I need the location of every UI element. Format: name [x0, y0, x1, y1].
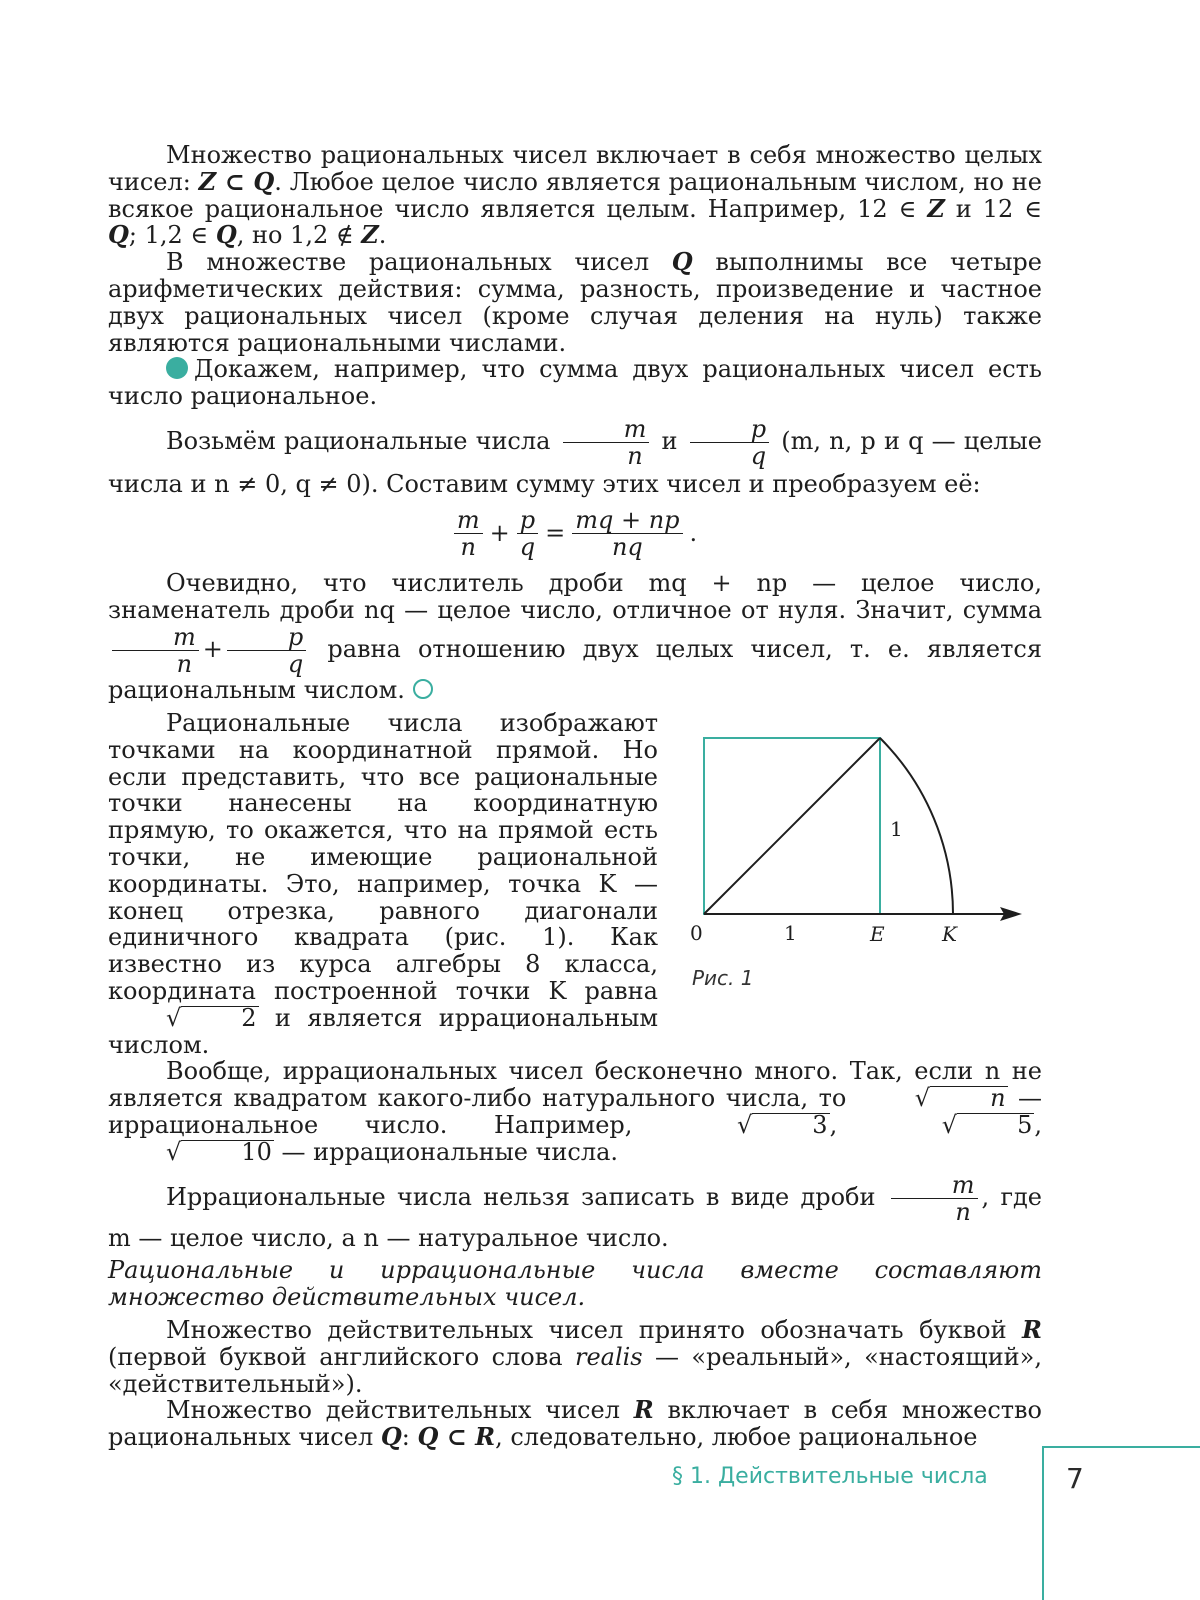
fraction-p-q — [517, 507, 538, 560]
fraction-p-q — [690, 416, 769, 469]
set-symbol: Z — [927, 193, 945, 223]
text: , — [829, 1110, 884, 1139]
text: ; 1,2 ∈ — [128, 221, 216, 250]
proof-start-icon — [166, 357, 188, 379]
denominator: q — [519, 532, 536, 561]
paragraph-8 — [108, 1172, 1042, 1252]
denominator: n — [176, 649, 193, 678]
denominator: q — [750, 441, 767, 470]
radicand: 2 — [181, 1006, 258, 1029]
text: — иррациональное число. Например, — [108, 1084, 1042, 1139]
text: включает в себя множество рациональных чисел — [108, 1396, 1042, 1452]
numerator: mq + np — [572, 507, 682, 534]
fraction-m-n — [454, 507, 483, 560]
sum-formula — [108, 507, 1042, 560]
plus-sign: + — [489, 519, 510, 548]
origin-label: 0 — [690, 921, 703, 945]
paragraph-1 — [108, 142, 1042, 249]
sqrt-n: √ n — [914, 1084, 1006, 1113]
text: — иррациональные числа. — [273, 1137, 619, 1166]
fraction-m-n — [112, 624, 199, 677]
numerator: p — [690, 416, 769, 443]
denominator: nq — [611, 532, 643, 561]
set-symbol: R — [1022, 1314, 1042, 1344]
text: , где m — целое число, а n — натуральное число. — [108, 1182, 1042, 1252]
radicand: 10 — [181, 1140, 274, 1163]
paragraph-6 — [108, 710, 658, 1058]
text: , но 1,2 ∉ — [236, 221, 362, 250]
sqrt-10: √ 10 — [166, 1137, 272, 1166]
point-k-label: K — [942, 922, 957, 946]
set-symbol: Q — [108, 220, 129, 250]
set-symbol: Q — [671, 247, 693, 277]
radicand: 3 — [752, 1113, 829, 1136]
text: (первой буквой английского слова — [108, 1342, 575, 1371]
text: Множество действительных чисел принято обозначать буквой — [166, 1315, 1023, 1344]
denominator: q — [287, 649, 304, 678]
text: Возьмём рациональные числа — [166, 426, 551, 455]
text: и — [661, 426, 678, 455]
text: Докажем, например, что сумма двух рациональных чисел есть число рациональное. — [108, 355, 1042, 411]
sqrt-3: √ 3 — [736, 1110, 828, 1139]
denominator: n — [955, 1197, 971, 1226]
text: (m, n, p и q — целые числа и n ≠ 0, q ≠ 0). Составим сумму этих чисел и преобразуем её: — [108, 426, 1042, 498]
page-number: 7 — [1066, 1462, 1084, 1495]
text: Множество действительных чисел — [166, 1396, 634, 1425]
text: , — [1034, 1110, 1042, 1139]
unit-square-diagram — [684, 732, 1044, 962]
plus-sign: + — [202, 634, 223, 663]
text: равна отношению двух целых чисел, т. е. является рациональным числом. — [108, 634, 1042, 704]
denominator: n — [460, 532, 476, 561]
set-symbol: R — [633, 1395, 654, 1425]
set-symbol: Q — [380, 1422, 402, 1452]
text: Вообще, иррациональных чисел бесконечно много. Так, если n не является квадратом какого-либо натурального числа, то — [108, 1057, 1042, 1113]
footer-rule — [1042, 1446, 1200, 1448]
set-notation: Z ⊂ Q — [198, 166, 275, 196]
figure-caption: Рис. 1 — [692, 966, 754, 990]
text: . — [378, 221, 387, 250]
proof-end-icon — [413, 679, 433, 699]
text: Очевидно, что числитель дроби mq + np — целое число, знаменатель дроби nq — целое число, отличное от нуля. Значит, сумма — [108, 568, 1042, 624]
paragraph-11 — [108, 1397, 1042, 1451]
denominator: n — [627, 441, 643, 470]
radicand: n — [930, 1086, 1007, 1109]
sqrt-5: √ 5 — [941, 1110, 1033, 1139]
text: Рациональные числа изображают точками на координатной прямой. Но если представить, что все рациональные точки нанесены на координатную прямую, то окажется, что на прямой есть точки, не имеющие рациональной координаты. Это, например, точка K — конец отрезка, равного диагонали единичного квадрата (рис. 1). Как известно из курса алгебры 8 класса, координата построенной точки K равна — [108, 708, 658, 1005]
fraction-p-q — [227, 624, 306, 677]
text: В множестве рациональных чисел — [166, 248, 672, 277]
sqrt-2: √ 2 — [166, 1003, 257, 1032]
paragraph-5 — [108, 570, 1042, 704]
set-notation: Q ⊂ R — [417, 1422, 496, 1452]
equals-sign: = — [545, 519, 566, 548]
text: — «реальный», «настоящий», «действительный»). — [108, 1342, 1042, 1398]
paragraph-2 — [108, 249, 1042, 356]
paragraph-10 — [108, 1314, 1042, 1398]
set-symbol: Q — [215, 220, 237, 250]
latin-word: realis — [574, 1342, 643, 1371]
set-symbol: Z — [361, 220, 379, 250]
numerator: m — [454, 507, 483, 534]
definition-paragraph — [108, 1257, 1042, 1311]
numerator: m — [112, 624, 199, 651]
text: Рациональные и иррациональные числа вместе составляют множество действительных чисел. — [108, 1256, 1042, 1312]
numerator: m — [891, 1172, 978, 1199]
text: и 12 ∈ — [944, 194, 1042, 223]
fraction-m-n — [891, 1172, 978, 1225]
figure-1 — [684, 732, 1044, 1012]
period: . — [689, 519, 698, 548]
radicand: 5 — [957, 1113, 1034, 1136]
fraction-result — [572, 507, 682, 560]
text: Множество рациональных чисел включает в себя множество целых чисел: — [108, 141, 1042, 196]
numerator: p — [517, 507, 538, 534]
text: , следовательно, любое рациональное — [495, 1423, 978, 1452]
fraction-m-n — [563, 416, 650, 469]
proof-start-paragraph — [108, 356, 1042, 410]
side-label: 1 — [890, 817, 903, 841]
paragraph-7 — [108, 1058, 1042, 1165]
paragraph-4 — [108, 416, 1042, 499]
footer-rule-vertical — [1042, 1446, 1044, 1600]
text: . Любое целое число является рациональным числом, но не всякое рациональное число является целым. Например, 12 ∈ — [108, 167, 1043, 223]
text: и является иррациональным числом. — [108, 1003, 658, 1059]
text: выполнимы все четыре арифметических действия: сумма, разность, произведение и частное двух рациональных чисел (кроме случая деления на нуль) также являются рациональными числами. — [108, 248, 1042, 357]
running-footer-title: § 1. Действительные числа — [672, 1464, 988, 1489]
unit-label: 1 — [784, 921, 797, 945]
numerator: m — [563, 416, 650, 443]
text: : — [401, 1423, 418, 1452]
diagonal — [704, 738, 880, 914]
text: Иррациональные числа нельзя записать в виде дроби — [166, 1182, 876, 1211]
point-e-label: E — [870, 922, 885, 946]
numerator: p — [227, 624, 306, 651]
